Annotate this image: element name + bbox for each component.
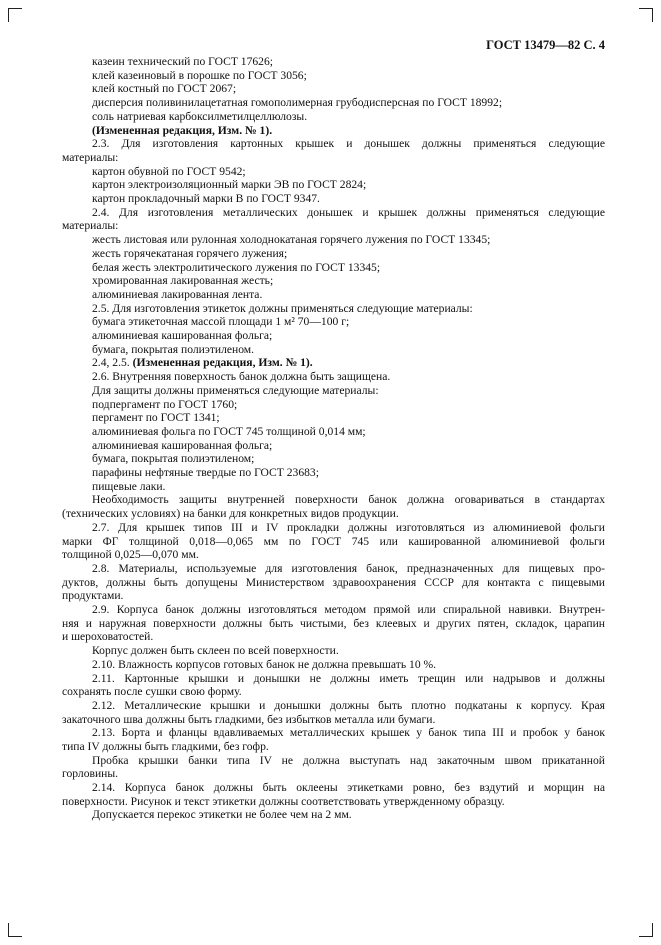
- text-line: 2.10. Влажность корпусов готовых банок не должна превышать 10 %.: [92, 657, 437, 671]
- text-line: закаточного шва должны быть гладкими, без избытков металла или бумаги.: [62, 712, 436, 726]
- text-line: сохранять после сушки свою форму.: [62, 685, 242, 699]
- paragraph: [62, 384, 605, 398]
- paragraph: [62, 658, 605, 672]
- amendment-label: (Измененная редакция, Изм. № 1).: [92, 123, 273, 137]
- text-line: жесть листовая или рулонная холоднокатаная горячего лужения по ГОСТ 13345;: [92, 233, 491, 247]
- text-line: соль натриевая карбоксилметилцеллюлозы.: [92, 109, 308, 123]
- paragraph: [62, 398, 605, 412]
- paragraph: [62, 644, 605, 658]
- text-line: 2.7. Для крышек типов III и IV прокладки должны изготовляться из алюминиевой фольги: [92, 520, 605, 534]
- paragraph: [62, 55, 605, 69]
- text-line: картон прокладочный марки В по ГОСТ 9347.: [92, 192, 320, 206]
- text-line: и шероховатостей.: [62, 630, 154, 644]
- text-line: Необходимость защиты внутренней поверхности банок должна оговариваться в стандартах: [92, 493, 605, 507]
- text-line: алюминиевая лакированная лента.: [92, 287, 263, 301]
- text-line: пергамент по ГОСТ 1341;: [92, 411, 220, 425]
- text-line: 2.9. Корпуса банок должны изготовляться методом прямой или спиральной навивки. Внутрен-: [92, 603, 605, 617]
- text-line: дуктов, должны быть допущены Министерством здравоохранения СССР для контакта с пищевыми: [62, 575, 605, 589]
- text-line: алюминиевая кашированная фольга;: [92, 438, 273, 452]
- crop-mark: [652, 923, 653, 937]
- text-line: 2.5. Для изготовления этикеток должны применяться следующие материалы:: [92, 301, 473, 315]
- document-body: [62, 55, 605, 822]
- paragraph: [62, 521, 605, 562]
- paragraph: [62, 493, 605, 520]
- paragraph: [62, 452, 605, 466]
- paragraph: [62, 137, 605, 164]
- text-line: картон электроизоляционный марки ЭВ по ГОСТ 2824;: [92, 178, 367, 192]
- paragraph: [62, 82, 605, 96]
- text-line: Корпус должен быть склеен по всей поверхности.: [92, 644, 339, 658]
- paragraph: [62, 343, 605, 357]
- text-line: 2.12. Металлические крышки и донышки должны быть плотно подкатаны к корпусу. Края: [92, 698, 605, 712]
- crop-mark: [8, 8, 9, 22]
- text-line: поверхности. Рисунок и текст этикетки должны соответствовать утвержденному образцу.: [62, 794, 505, 808]
- text-line: Пробка крышки банки типа IV не должна выступать над закаточным швом прикатанной: [92, 753, 605, 767]
- text-line: бумага, покрытая полиэтиленом.: [92, 342, 255, 356]
- text-line: (технических условиях) на банки для конкретных видов продукции.: [62, 507, 399, 521]
- text-line: продуктами.: [62, 589, 124, 603]
- paragraph: [62, 288, 605, 302]
- crop-mark: [8, 8, 22, 9]
- text-line: Для защиты должны применяться следующие материалы:: [92, 383, 379, 397]
- text-line: пищевые лаки.: [92, 479, 166, 493]
- text-line: типа IV должны быть гладкими, без гофр.: [62, 739, 269, 753]
- paragraph: [62, 672, 605, 699]
- paragraph: [62, 124, 605, 138]
- text-line: подпергамент по ГОСТ 1760;: [92, 397, 238, 411]
- text-line: клей казеиновый в порошке по ГОСТ 3056;: [92, 68, 307, 82]
- text-line: материалы:: [62, 219, 119, 233]
- paragraph: [62, 302, 605, 316]
- text-line: картон обувной по ГОСТ 9542;: [92, 164, 246, 178]
- crop-mark: [652, 8, 653, 22]
- text-line: 2.6. Внутренняя поверхность банок должна быть защищена.: [92, 370, 391, 384]
- amendment-prefix: 2.4, 2.5.: [92, 356, 133, 370]
- text-line: алюминиевая кашированная фольга;: [92, 329, 273, 343]
- paragraph: [62, 96, 605, 110]
- paragraph: [62, 233, 605, 247]
- text-line: дисперсия поливинилацетатная гомополимерная грубодисперсная по ГОСТ 18992;: [92, 96, 503, 110]
- paragraph: [62, 274, 605, 288]
- paragraph: [62, 370, 605, 384]
- paragraph: [62, 466, 605, 480]
- text-line: 2.4. Для изготовления металлических донышек и крышек должны применяться следующие: [92, 205, 605, 219]
- text-line: Допускается перекос этикетки не более чем на 2 мм.: [92, 808, 352, 822]
- text-line: парафины нефтяные твердые по ГОСТ 23683;: [92, 466, 319, 480]
- text-line: 2.3. Для изготовления картонных крышек и донышек должны применяться следующие: [92, 137, 605, 151]
- crop-mark: [8, 923, 9, 937]
- paragraph: [62, 165, 605, 179]
- text-line: хромированная лакированная жесть;: [92, 274, 274, 288]
- paragraph: [62, 247, 605, 261]
- text-line: бумага этикеточная массой площади 1 м² 70—100 г;: [92, 315, 350, 329]
- paragraph: [62, 781, 605, 808]
- text-line: 2.11. Картонные крышки и донышки не должны иметь трещин или надрывов и должны: [92, 671, 605, 685]
- paragraph: [62, 356, 605, 370]
- paragraph: [62, 69, 605, 83]
- page-header: ГОСТ 13479—82 С. 4: [486, 38, 605, 52]
- paragraph: [62, 754, 605, 781]
- paragraph: [62, 315, 605, 329]
- amendment-note: [62, 124, 605, 138]
- paragraph: [62, 192, 605, 206]
- paragraph: [62, 178, 605, 192]
- paragraph: [62, 480, 605, 494]
- crop-mark: [8, 936, 22, 937]
- paragraph: [62, 603, 605, 644]
- amendment-label: (Измененная редакция, Изм. № 1).: [132, 356, 313, 370]
- text-line: алюминиевая фольга по ГОСТ 745 толщиной 0,014 мм;: [92, 424, 366, 438]
- paragraph: [62, 329, 605, 343]
- paragraph: [62, 562, 605, 603]
- paragraph: [62, 808, 605, 822]
- text-line: жесть горячекатаная горячего лужения;: [92, 246, 288, 260]
- paragraph: [62, 110, 605, 124]
- crop-mark: [639, 8, 653, 9]
- text-line: толщиной 0,025—0,070 мм.: [62, 548, 199, 562]
- paragraph: [62, 261, 605, 275]
- paragraph: [62, 726, 605, 753]
- paragraph: [62, 206, 605, 233]
- paragraph: [62, 411, 605, 425]
- text-line: материалы:: [62, 150, 119, 164]
- text-line: 2.13. Борта и фланцы вдавливаемых металлических крышек у банок типа III и пробок у банок: [92, 726, 605, 740]
- paragraph: [62, 699, 605, 726]
- amendment-note: [62, 356, 605, 370]
- text-line: 2.14. Корпуса банок должны быть оклеены этикетками ровно, без вздутий и морщин на: [92, 781, 605, 795]
- text-line: бумага, покрытая полиэтиленом;: [92, 452, 255, 466]
- text-line: няя и наружная поверхности должны быть чистыми, без клеевых и других пятен, складок, царапин: [62, 616, 605, 630]
- text-line: клей костный по ГОСТ 2067;: [92, 82, 237, 96]
- text-line: горловины.: [62, 767, 119, 781]
- paragraph: [62, 425, 605, 439]
- text-line: белая жесть электролитического лужения по ГОСТ 13345;: [92, 260, 381, 274]
- text-line: марки ФГ толщиной 0,018—0,065 мм по ГОСТ 745 или кашированной алюминиевой фольги: [62, 534, 605, 548]
- text-line: казеин технический по ГОСТ 17626;: [92, 55, 273, 68]
- crop-mark: [639, 936, 653, 937]
- paragraph: [62, 439, 605, 453]
- text-line: 2.8. Материалы, используемые для изготовления банок, предназначенных для пищевых про-: [92, 561, 605, 575]
